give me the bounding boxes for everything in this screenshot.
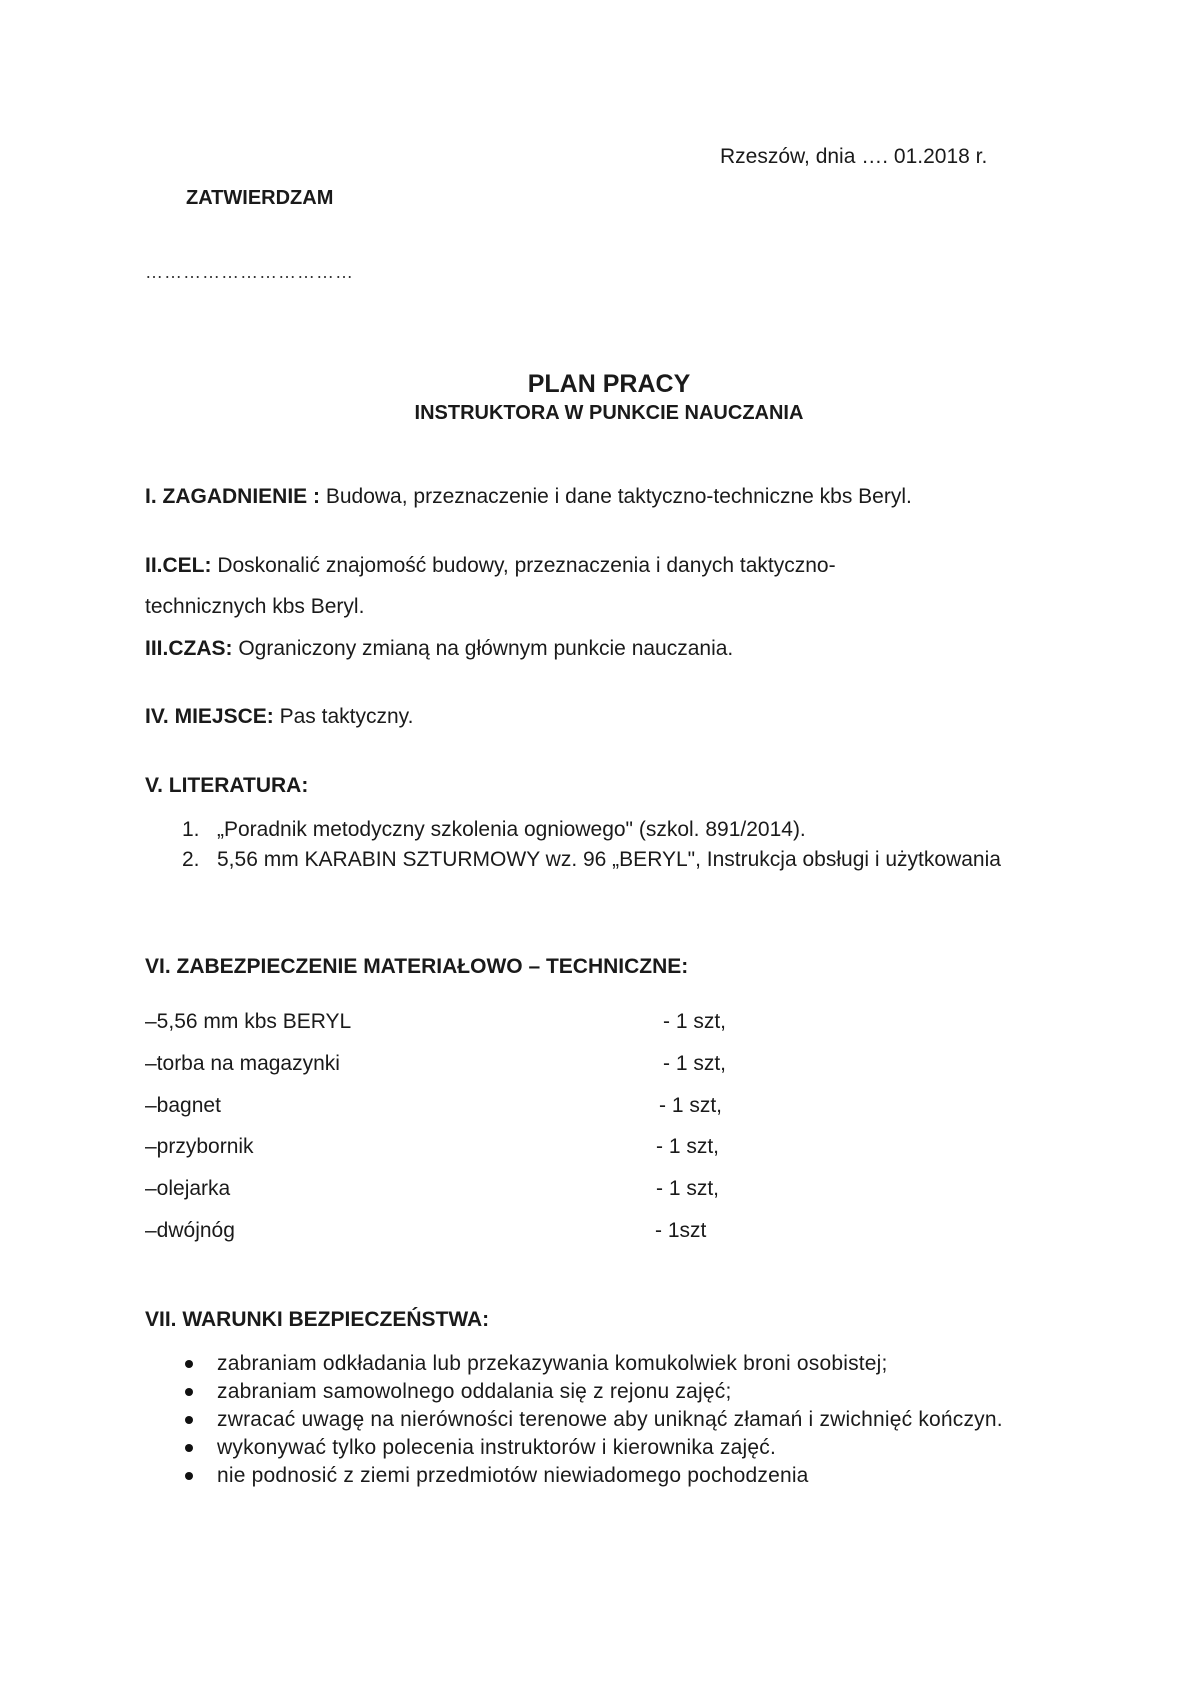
document-title: PLAN PRACY [527, 370, 691, 398]
list-item [145, 815, 1065, 845]
literature-label: V. LITERATURA: [145, 774, 309, 797]
section-place [145, 705, 413, 729]
safety-label: VII. WARUNKI BEZPIECZEŃSTWA: [145, 1308, 490, 1331]
equipment-qty: - 1 szt, [656, 1135, 720, 1158]
equipment-qty: - 1 szt, [656, 1177, 720, 1200]
topic-label: I. ZAGADNIENIE : [145, 485, 321, 508]
equipment-name: –olejarka [145, 1177, 231, 1200]
section-topic [145, 485, 912, 509]
list-item-number: 1. [182, 818, 200, 841]
goal-text-line1: Doskonalić znajomość budowy, przeznaczenia i danych taktyczno- [211, 554, 836, 577]
list-item [145, 1350, 1075, 1378]
time-label: III.CZAS: [145, 637, 233, 660]
goal-text-line2: technicznych kbs Beryl. [145, 595, 365, 618]
equipment-name: –bagnet [145, 1094, 221, 1117]
list-item-text: nie podnosić z ziemi przedmiotów niewiadomego pochodzenia [217, 1464, 809, 1487]
literature-list [145, 815, 1065, 875]
topic-text: Budowa, przeznaczenie i dane taktyczno-techniczne kbs Beryl. [320, 485, 912, 508]
bullet-icon [185, 1360, 193, 1368]
equipment-name: –przybornik [145, 1135, 254, 1158]
equipment-qty: - 1 szt, [663, 1052, 727, 1075]
section-time [145, 637, 733, 661]
list-item-text: „Poradnik metodyczny szkolenia ogniowego" (szkol. 891/2014). [217, 818, 806, 841]
safety-list [145, 1350, 1075, 1490]
equipment-label: VI. ZABEZPIECZENIE MATERIAŁOWO – TECHNICZNE: [145, 955, 689, 978]
list-item-text: zwracać uwagę na nierówności terenowe aby uniknąć złamań i zwichnięć kończyn. [217, 1408, 1003, 1431]
place-text: Pas taktyczny. [273, 705, 414, 728]
list-item [145, 1378, 1075, 1406]
list-item [145, 845, 1065, 875]
approve-label: ZATWIERDZAM [186, 187, 334, 209]
list-item-text: zabraniam odkładania lub przekazywania komukolwiek broni osobistej; [217, 1352, 888, 1375]
list-item [145, 1434, 1075, 1462]
time-text: Ograniczony zmianą na głównym punkcie nauczania. [232, 637, 734, 660]
place-label: IV. MIEJSCE: [145, 705, 274, 728]
list-item [145, 1406, 1075, 1434]
bullet-icon [185, 1416, 193, 1424]
list-item-number: 2. [182, 848, 200, 871]
equipment-qty: - 1 szt, [659, 1094, 723, 1117]
section-goal [145, 554, 836, 578]
document-subtitle: INSTRUKTORA W PUNKCIE NAUCZANIA [414, 402, 804, 424]
goal-label: II.CEL: [145, 554, 212, 577]
place-date: Rzeszów, dnia …. 01.2018 r. [720, 145, 988, 168]
list-item [145, 1462, 1075, 1490]
bullet-icon [185, 1444, 193, 1452]
bullet-icon [185, 1472, 193, 1480]
list-item-text: 5,56 mm KARABIN SZTURMOWY wz. 96 „BERYL", Instrukcja obsługi i użytkowania [217, 848, 1001, 871]
signature-dots: …………………………… [145, 262, 354, 282]
equipment-name: –torba na magazynki [145, 1052, 340, 1075]
bullet-icon [185, 1388, 193, 1396]
equipment-qty: - 1szt [655, 1219, 707, 1242]
equipment-name: –dwójnóg [145, 1219, 235, 1242]
equipment-qty: - 1 szt, [663, 1010, 727, 1033]
list-item-text: zabraniam samowolnego oddalania się z rejonu zajęć; [217, 1380, 732, 1403]
equipment-name: –5,56 mm kbs BERYL [145, 1010, 352, 1033]
list-item-text: wykonywać tylko polecenia instruktorów i kierownika zajęć. [217, 1436, 776, 1459]
